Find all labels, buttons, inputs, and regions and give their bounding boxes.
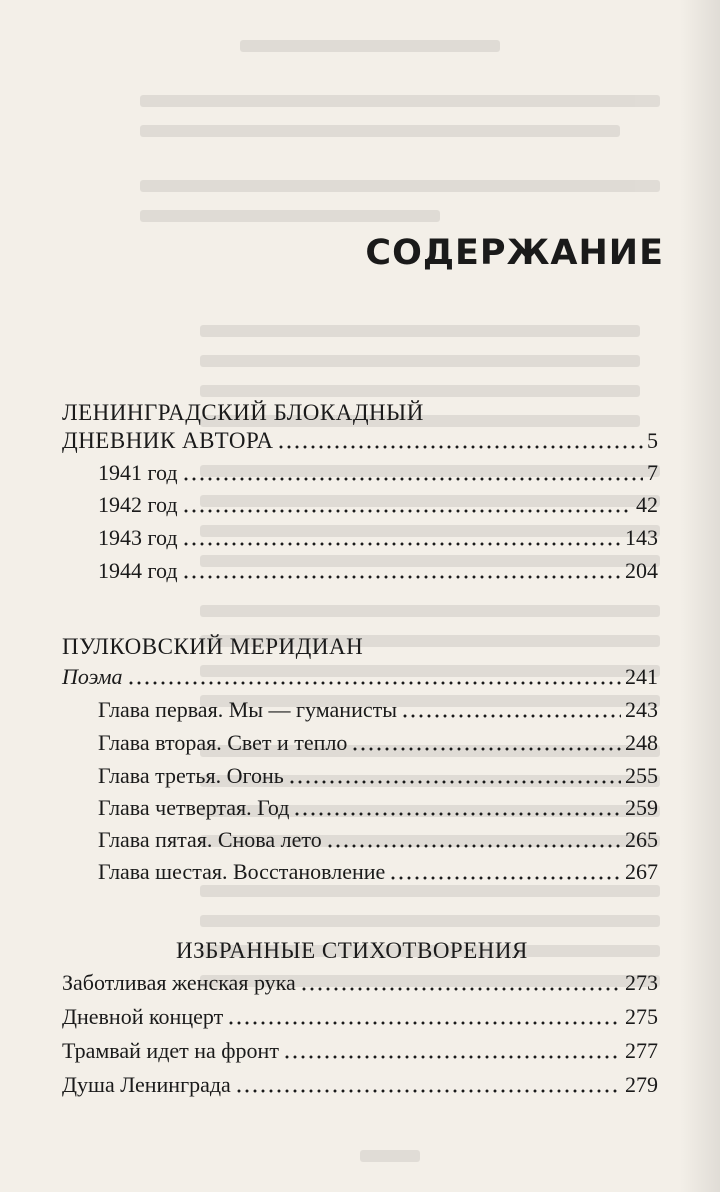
- dot-leader: [235, 1088, 621, 1094]
- page-number: 5: [647, 428, 658, 453]
- toc-entry: [98, 490, 658, 520]
- entry-label: 1944 год: [98, 558, 178, 583]
- entry-label: Глава шестая. Восстановление: [98, 859, 386, 884]
- entry-label: Глава пятая. Снова лето: [98, 827, 322, 852]
- section-heading-pulkovo-meridian: ПУЛКОВСКИЙ МЕРИДИАН: [62, 634, 364, 659]
- toc-entry: [62, 968, 658, 998]
- page-number: 275: [625, 1004, 658, 1029]
- dot-leader: [389, 875, 621, 881]
- contents-title: СОДЕРЖАНИЕ: [365, 233, 664, 273]
- page-number: 143: [625, 525, 658, 550]
- toc-entry: [62, 1002, 658, 1032]
- toc-entry: [98, 825, 658, 855]
- toc-entry-blockade-diary: [62, 426, 658, 456]
- page-number: 204: [625, 558, 658, 583]
- entry-label: Глава третья. Огонь: [98, 763, 284, 788]
- dot-leader: [326, 843, 621, 849]
- entry-label: Душа Ленинграда: [62, 1072, 231, 1097]
- entry-label: Поэма: [62, 664, 123, 689]
- page-number: 241: [625, 664, 658, 689]
- entry-label: Дневной концерт: [62, 1004, 224, 1029]
- entry-label: 1941 год: [98, 460, 178, 485]
- dot-leader: [283, 1054, 621, 1060]
- entry-label: Глава первая. Мы — гуманисты: [98, 697, 398, 722]
- toc-entry: [62, 1070, 658, 1100]
- page-edge-shadow: [680, 0, 720, 1192]
- page-number: 277: [625, 1038, 658, 1063]
- page-number: 248: [625, 730, 658, 755]
- dot-leader: [182, 574, 621, 580]
- entry-label: 1943 год: [98, 525, 178, 550]
- entry-label: Глава четвертая. Год: [98, 795, 290, 820]
- page-number: 273: [625, 970, 658, 995]
- toc-entry: [98, 556, 658, 586]
- dot-leader: [351, 746, 621, 752]
- section-heading-line-2: ДНЕВНИК АВТОРА: [62, 428, 274, 453]
- dot-leader: [300, 986, 621, 992]
- page-number: 255: [625, 763, 658, 788]
- dot-leader: [401, 713, 621, 719]
- toc-entry: [98, 728, 658, 758]
- section-heading-blockade-diary: [62, 398, 424, 428]
- toc-entry: [98, 857, 658, 887]
- page-number: 243: [625, 697, 658, 722]
- dot-leader: [127, 680, 622, 686]
- dot-leader: [293, 811, 621, 817]
- toc-entry-poem: [62, 662, 658, 692]
- dot-leader: [182, 541, 621, 547]
- page-number: 42: [636, 492, 658, 517]
- toc-entry: [98, 761, 658, 791]
- page-number: 267: [625, 859, 658, 884]
- page-number: 265: [625, 827, 658, 852]
- entry-label: 1942 год: [98, 492, 178, 517]
- toc-entry: [98, 458, 658, 488]
- entry-label: Трамвай идет на фронт: [62, 1038, 279, 1063]
- dot-leader: [288, 779, 621, 785]
- page-number: 7: [647, 460, 658, 485]
- dot-leader: [182, 476, 643, 482]
- page-number: 279: [625, 1072, 658, 1097]
- dot-leader: [182, 508, 632, 514]
- toc-entry: [98, 523, 658, 553]
- dot-leader: [277, 444, 643, 450]
- page-number: 259: [625, 795, 658, 820]
- section-heading-selected-poems: ИЗБРАННЫЕ СТИХОТВОРЕНИЯ: [176, 938, 528, 963]
- entry-label: Заботливая женская рука: [62, 970, 296, 995]
- section-heading-line-1: ЛЕНИНГРАДСКИЙ БЛОКАДНЫЙ: [62, 400, 424, 425]
- toc-entry: [62, 1036, 658, 1066]
- dot-leader: [227, 1020, 621, 1026]
- toc-entry: [98, 695, 658, 725]
- entry-label: Глава вторая. Свет и тепло: [98, 730, 348, 755]
- toc-entry: [98, 793, 658, 823]
